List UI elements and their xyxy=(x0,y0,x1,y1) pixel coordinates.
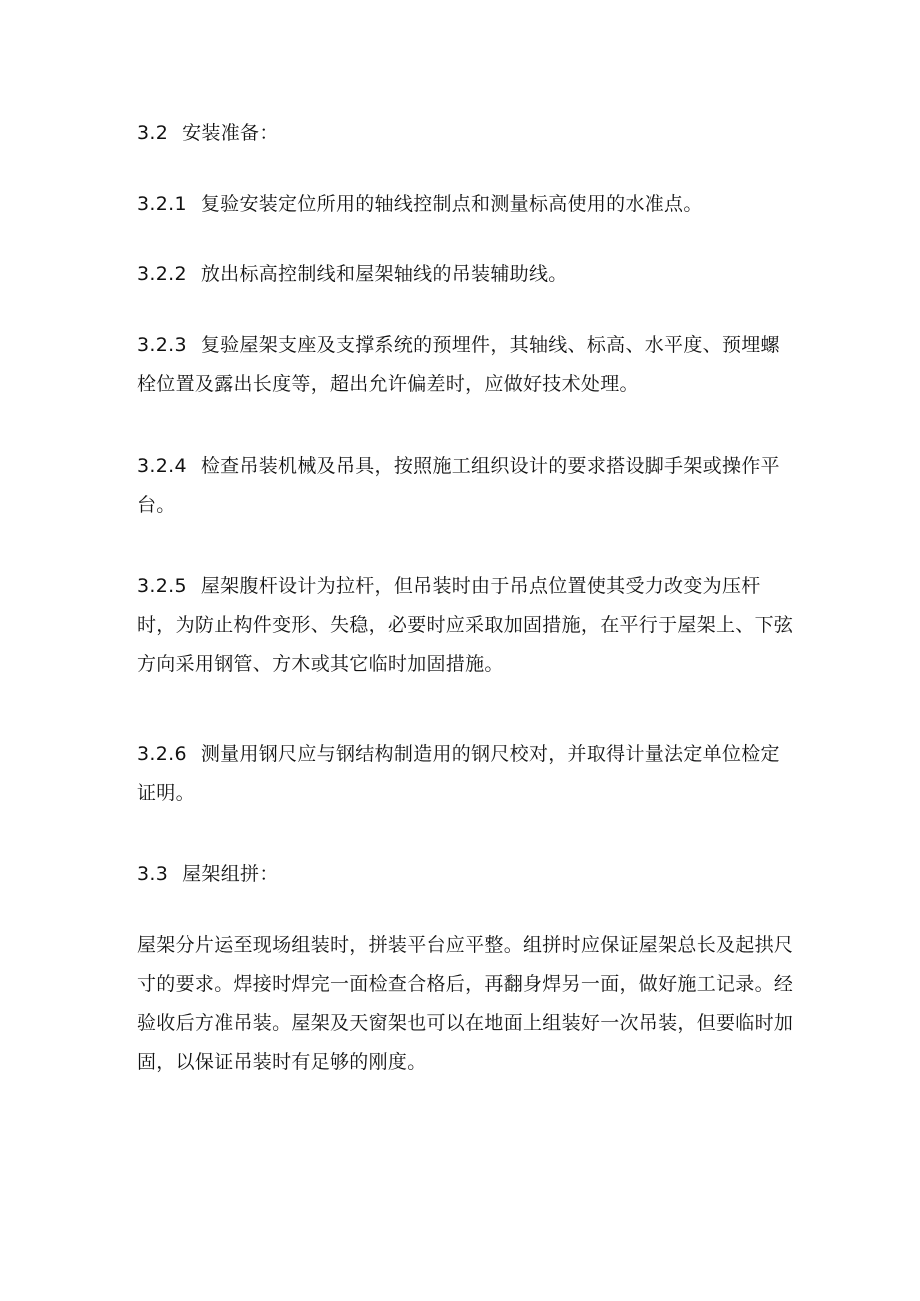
section-text: 屋架组拼： xyxy=(182,863,279,885)
section-text: 检查吊装机械及吊具，按照施工组织设计的要求搭设脚手架或操作平台。 xyxy=(137,455,780,516)
section-3-2-1 xyxy=(137,185,797,224)
section-number: 3.3 xyxy=(137,863,169,885)
section-number: 3.2.6 xyxy=(137,743,187,765)
section-number: 3.2.5 xyxy=(137,575,187,597)
section-3-2-5 xyxy=(137,567,797,684)
section-text: 测量用钢尺应与钢结构制造用的钢尺校对，并取得计量法定单位检定证明。 xyxy=(137,743,780,804)
section-text: 放出标高控制线和屋架轴线的吊装辅助线。 xyxy=(200,263,568,285)
body-paragraph: 屋架分片运至现场组装时，拼装平台应平整。组拼时应保证屋架总长及起拱尺寸的要求。焊接时焊完一面检查合格后，再翻身焊另一面，做好施工记录。经验收后方准吊装。屋架及天窗架也可以在地面上组装好一次吊装，但要临时加固，以保证吊装时有足够的刚度。 xyxy=(137,934,794,1073)
section-3-2 xyxy=(137,114,797,153)
section-number: 3.2.2 xyxy=(137,263,187,285)
section-3-3 xyxy=(137,855,797,894)
section-3-2-6 xyxy=(137,735,797,813)
section-3-2-2 xyxy=(137,255,797,294)
section-3-2-3 xyxy=(137,326,797,404)
section-number: 3.2.3 xyxy=(137,334,187,356)
section-3-2-4 xyxy=(137,447,797,525)
section-number: 3.2 xyxy=(137,122,169,144)
section-number: 3.2.1 xyxy=(137,193,187,215)
section-text: 复验屋架支座及支撑系统的预埋件，其轴线、标高、水平度、预埋螺栓位置及露出长度等，超出允许偏差时，应做好技术处理。 xyxy=(137,334,780,395)
section-number: 3.2.4 xyxy=(137,455,187,477)
section-text: 复验安装定位所用的轴线控制点和测量标高使用的水准点。 xyxy=(200,193,703,215)
section-text: 安装准备： xyxy=(182,122,279,144)
section-text: 屋架腹杆设计为拉杆，但吊装时由于吊点位置使其受力改变为压杆时，为防止构件变形、失稳，必要时应采取加固措施，在平行于屋架上、下弦方向采用钢管、方木或其它临时加固措施。 xyxy=(137,575,794,675)
